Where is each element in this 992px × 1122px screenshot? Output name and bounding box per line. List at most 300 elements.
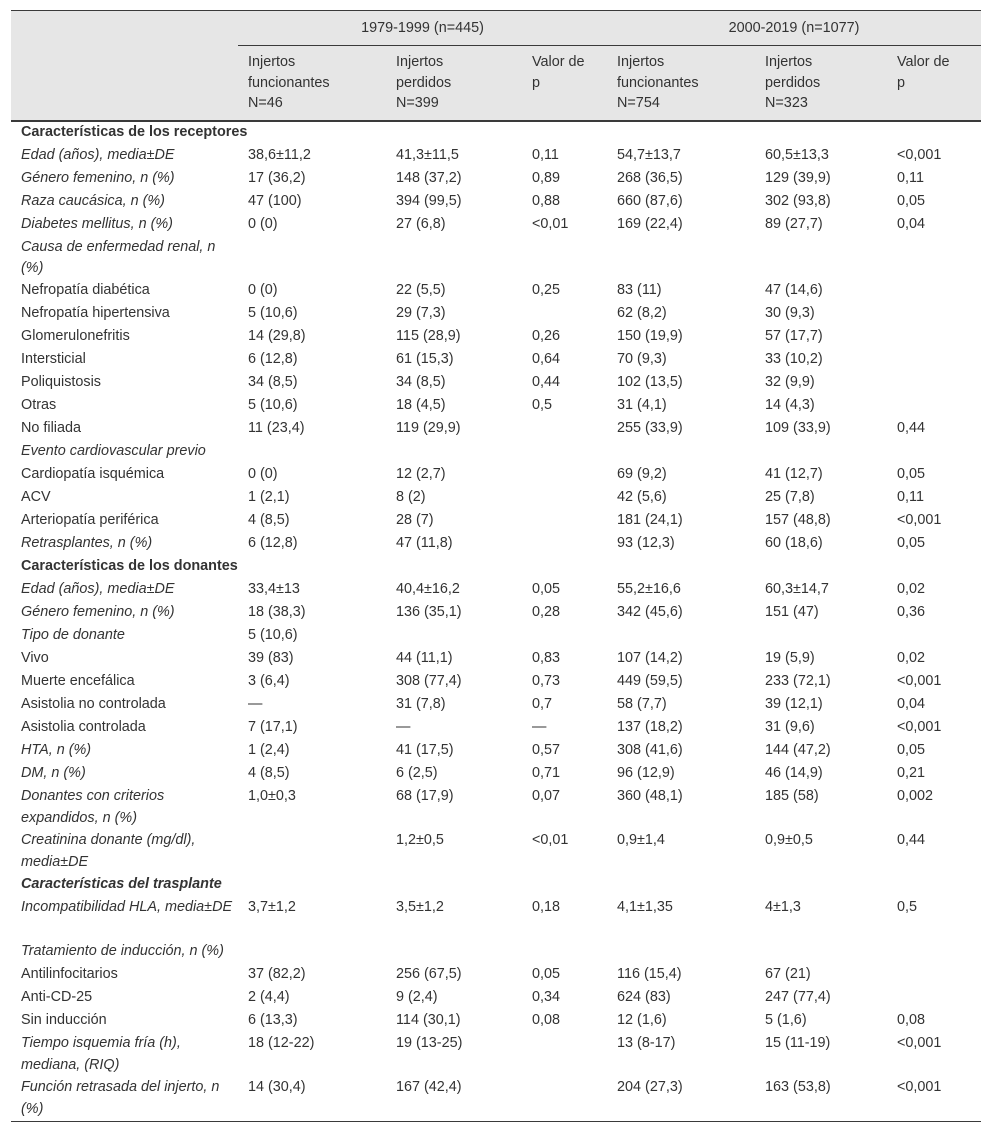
table-cell — [755, 121, 887, 145]
table-row — [11, 830, 981, 874]
table-cell: 0,05 — [897, 742, 926, 759]
table-cell: 19 (5,9) — [765, 650, 815, 667]
data-table — [11, 10, 981, 1122]
table-cell — [522, 941, 607, 964]
table-cell: 0,18 — [532, 899, 561, 916]
table-row — [11, 987, 981, 1010]
table-cell: 19 (13-25) — [396, 1035, 463, 1052]
table-cell — [386, 441, 522, 464]
row-label: Características de los donantes — [21, 558, 238, 575]
table-cell: 33,4±13 — [248, 581, 300, 598]
table-container — [11, 10, 981, 1122]
table-cell: 1 (2,1) — [248, 489, 290, 506]
table-cell: <0,001 — [887, 1077, 981, 1122]
table-row — [11, 625, 981, 648]
row-label: Sin inducción — [21, 1012, 107, 1029]
table-cell — [887, 395, 981, 418]
table-cell — [522, 1033, 607, 1077]
table-cell: — — [532, 719, 547, 736]
table-cell: 0,25 — [532, 282, 561, 299]
table-cell — [522, 1077, 607, 1122]
row-label: Glomerulonefritis — [21, 328, 130, 345]
table-cell: 151 (47) — [765, 604, 819, 621]
table-cell: 0,5 — [532, 397, 553, 414]
table-cell: 0 (0) — [248, 466, 278, 483]
table-cell — [386, 874, 522, 897]
row-label: Creatinina donante (mg/dl), media±DE — [21, 832, 196, 871]
table-cell — [238, 441, 386, 464]
table-cell — [238, 830, 386, 874]
table-cell — [887, 372, 981, 395]
table-cell — [386, 237, 522, 281]
section-row — [11, 121, 981, 145]
table-cell: — — [396, 719, 411, 736]
table-cell: 40,4±16,2 — [396, 581, 460, 598]
table-cell — [755, 874, 887, 897]
table-cell: 148 (37,2) — [396, 169, 462, 186]
table-row — [11, 694, 981, 717]
row-label: Tipo de donante — [21, 627, 125, 644]
table-cell: 0,44 — [532, 374, 561, 391]
table-cell — [887, 280, 981, 303]
table-cell: 0,73 — [532, 673, 561, 690]
table-cell: 54,7±13,7 — [617, 146, 681, 163]
table-cell: 15 (11-19) — [765, 1035, 831, 1052]
subheader-line: perdidos — [765, 74, 821, 91]
group-header-2000-2019 — [607, 11, 981, 46]
table-cell — [607, 625, 755, 648]
row-label: Función retrasada del injerto, n (%) — [11, 1077, 238, 1122]
subheader-row — [11, 46, 981, 121]
table-cell — [887, 121, 981, 145]
table-row — [11, 487, 981, 510]
table-cell — [887, 964, 981, 987]
table-cell: 0 (0) — [248, 215, 278, 232]
group-label: 2000-2019 (n=1077) — [728, 20, 860, 36]
table-cell: 22 (5,5) — [396, 282, 446, 299]
table-row — [11, 941, 981, 964]
table-cell: 46 (14,9) — [765, 765, 823, 782]
table-cell: 6 (12,8) — [248, 535, 298, 552]
table-cell: 256 (67,5) — [396, 966, 462, 983]
subheader-cell — [887, 46, 981, 121]
table-cell — [386, 941, 522, 964]
table-cell: 0,44 — [897, 832, 926, 849]
table-cell: 57 (17,7) — [765, 328, 823, 345]
table-cell: 1 (2,4) — [248, 742, 290, 759]
table-cell: 25 (7,8) — [765, 489, 815, 506]
table-body — [11, 121, 981, 1122]
table-cell: 3 (6,4) — [248, 673, 290, 690]
table-row — [11, 897, 981, 941]
table-cell: 0,7 — [532, 696, 553, 713]
table-cell: 0,11 — [897, 169, 924, 186]
table-cell: 0,04 — [897, 215, 926, 232]
row-label: Género femenino, n (%) — [21, 604, 175, 621]
table-cell: 163 (53,8) — [755, 1077, 887, 1122]
table-cell: 0,002 — [897, 788, 934, 805]
row-label: ACV — [21, 489, 51, 506]
table-cell: 5 (10,6) — [248, 397, 298, 414]
table-cell — [238, 941, 386, 964]
table-cell: 6 (12,8) — [248, 351, 298, 368]
table-row — [11, 786, 981, 830]
subheader-line: N=754 — [617, 95, 660, 111]
table-cell: <0,01 — [532, 832, 569, 849]
table-cell: 44 (11,1) — [396, 650, 453, 667]
table-row — [11, 1033, 981, 1077]
table-row — [11, 602, 981, 625]
table-cell — [755, 237, 887, 281]
row-label: Anti-CD-25 — [21, 989, 93, 1006]
subheader-line: p — [897, 74, 906, 91]
subheader-line: p — [532, 74, 541, 91]
subheader-line: funcionantes — [248, 74, 330, 91]
table-cell: 38,6±11,2 — [248, 146, 311, 163]
table-cell — [522, 121, 607, 145]
table-cell: 0,08 — [897, 1012, 926, 1029]
subheader-cell — [607, 46, 755, 121]
table-cell: 0,04 — [897, 696, 926, 713]
section-row — [11, 874, 981, 897]
table-cell: 12 (1,6) — [617, 1012, 667, 1029]
table-cell: 62 (8,2) — [617, 305, 667, 322]
table-cell: <0,001 — [897, 673, 942, 690]
table-cell: 14 (29,8) — [248, 328, 306, 345]
table-cell: 137 (18,2) — [617, 719, 683, 736]
table-cell: 169 (22,4) — [617, 215, 683, 232]
table-cell: 1,0±0,3 — [248, 788, 296, 805]
table-cell: <0,001 — [897, 512, 942, 529]
table-cell: 41 (12,7) — [765, 466, 823, 483]
table-row — [11, 280, 981, 303]
table-cell: 14 (4,3) — [765, 397, 815, 414]
table-cell: 55,2±16,6 — [617, 581, 681, 598]
table-cell: 0,21 — [897, 765, 926, 782]
table-cell — [238, 556, 386, 579]
table-cell: 150 (19,9) — [617, 328, 683, 345]
table-cell — [755, 556, 887, 579]
table-cell — [522, 418, 607, 441]
table-cell: 0,05 — [897, 535, 926, 552]
table-cell: 1,2±0,5 — [396, 832, 444, 849]
table-cell: 0,83 — [532, 650, 561, 667]
table-cell: 0,71 — [532, 765, 561, 782]
table-cell — [887, 441, 981, 464]
table-cell — [755, 941, 887, 964]
table-cell: 0,05 — [897, 192, 926, 209]
row-label: Causa de enfermedad renal, n (%) — [21, 238, 216, 277]
table-cell: 167 (42,4) — [386, 1077, 522, 1122]
table-row — [11, 579, 981, 602]
table-cell: 157 (48,8) — [765, 512, 831, 529]
table-cell: 68 (17,9) — [396, 788, 454, 805]
row-label: DM, n (%) — [21, 765, 86, 782]
table-cell: 14 (30,4) — [238, 1077, 386, 1122]
table-cell — [887, 349, 981, 372]
row-label: Donantes con criterios expandidos, n (%) — [21, 788, 165, 827]
table-cell — [522, 556, 607, 579]
group-header-1979-1999 — [238, 11, 607, 46]
table-row — [11, 964, 981, 987]
table-row — [11, 191, 981, 214]
row-label: Intersticial — [21, 351, 86, 368]
row-label: Características de los receptores — [21, 123, 248, 140]
row-label: Poliquistosis — [21, 374, 101, 391]
table-cell: 114 (30,1) — [396, 1012, 461, 1029]
table-cell: 27 (6,8) — [396, 215, 446, 232]
table-cell: 47 (11,8) — [396, 535, 453, 552]
table-cell — [887, 625, 981, 648]
table-cell: 18 (38,3) — [248, 604, 306, 621]
table-cell: 247 (77,4) — [765, 989, 831, 1006]
table-cell — [887, 326, 981, 349]
table-cell: 0,44 — [897, 420, 926, 437]
table-cell: 624 (83) — [617, 989, 671, 1006]
table-cell: 0,9±1,4 — [617, 832, 665, 849]
table-cell: 185 (58) — [765, 788, 819, 805]
header-blank-cell — [11, 11, 238, 46]
table-cell: 0 (0) — [248, 282, 278, 299]
table-cell — [887, 874, 981, 897]
table-row — [11, 441, 981, 464]
table-row — [11, 418, 981, 441]
table-row — [11, 648, 981, 671]
table-cell: 31 (4,1) — [617, 397, 667, 414]
table-cell: 11 (23,4) — [248, 420, 305, 437]
row-label: Tratamiento de inducción, n (%) — [21, 943, 224, 960]
table-cell — [522, 510, 607, 533]
table-cell: 47 (14,6) — [765, 282, 823, 299]
table-cell — [522, 487, 607, 510]
row-label: Asistolia controlada — [21, 719, 146, 736]
table-cell: 6 (13,3) — [248, 1012, 298, 1029]
subheader-line: N=399 — [396, 95, 439, 111]
table-cell: 4 (8,5) — [248, 765, 290, 782]
table-cell: 31 (9,6) — [765, 719, 815, 736]
table-cell: 449 (59,5) — [617, 673, 683, 690]
table-cell: 0,5 — [897, 899, 918, 916]
group-header-row — [11, 11, 981, 46]
table-cell: 41,3±11,5 — [396, 146, 459, 163]
header-blank-cell — [11, 46, 238, 121]
table-cell — [887, 941, 981, 964]
table-cell: 0,64 — [532, 351, 561, 368]
row-label: Edad (años), media±DE — [21, 581, 175, 598]
table-cell — [887, 237, 981, 281]
table-cell: 0,05 — [532, 966, 561, 983]
row-label: Asistolia no controlada — [21, 696, 166, 713]
table-cell — [607, 874, 755, 897]
row-label: Arteriopatía periférica — [21, 512, 159, 529]
table-cell: 3,5±1,2 — [396, 899, 444, 916]
table-cell: 17 (36,2) — [248, 169, 306, 186]
table-cell: 8 (2) — [396, 489, 426, 506]
table-cell: 18 (4,5) — [396, 397, 446, 414]
row-label: Retrasplantes, n (%) — [21, 535, 153, 552]
table-cell: <0,001 — [897, 146, 942, 163]
table-cell — [755, 441, 887, 464]
table-cell — [755, 625, 887, 648]
table-cell: 102 (13,5) — [617, 374, 683, 391]
table-row — [11, 237, 981, 281]
subheader-line: Valor de — [897, 54, 950, 70]
table-cell: 34 (8,5) — [396, 374, 446, 391]
table-cell: 41 (17,5) — [396, 742, 454, 759]
table-cell: 342 (45,6) — [617, 604, 683, 621]
table-cell: 4 (8,5) — [248, 512, 290, 529]
table-cell: 0,26 — [532, 328, 561, 345]
table-row — [11, 1077, 981, 1122]
table-cell: 204 (27,3) — [607, 1077, 755, 1122]
table-cell — [522, 303, 607, 326]
table-cell: 660 (87,6) — [617, 192, 683, 209]
table-cell: 47 (100) — [248, 192, 302, 209]
table-cell: 0,9±0,5 — [765, 832, 813, 849]
table-cell — [607, 441, 755, 464]
subheader-line: Valor de — [532, 54, 585, 70]
row-label: Muerte encefálica — [21, 673, 135, 690]
table-cell — [607, 556, 755, 579]
row-label: Tiempo isquemia fría (h), mediana, (RIQ) — [21, 1035, 181, 1074]
section-row — [11, 556, 981, 579]
table-cell — [238, 121, 386, 145]
table-cell: 0,07 — [532, 788, 561, 805]
table-header — [11, 11, 981, 121]
table-row — [11, 763, 981, 786]
subheader-line: Injertos — [396, 54, 444, 70]
table-cell: 9 (2,4) — [396, 989, 438, 1006]
table-cell: 0,11 — [897, 489, 924, 506]
table-cell: 37 (82,2) — [248, 966, 306, 983]
table-cell: 116 (15,4) — [617, 966, 682, 983]
table-cell — [238, 874, 386, 897]
subheader-cell — [522, 46, 607, 121]
table-cell: <0,001 — [897, 1035, 942, 1052]
table-cell: 34 (8,5) — [248, 374, 298, 391]
table-cell: 60,3±14,7 — [765, 581, 829, 598]
table-cell — [887, 303, 981, 326]
row-label: No filiada — [21, 420, 81, 437]
subheader-line: Injertos — [765, 54, 813, 70]
subheader-line: N=46 — [248, 95, 283, 111]
table-row — [11, 145, 981, 168]
table-cell: 7 (17,1) — [248, 719, 298, 736]
table-row — [11, 740, 981, 763]
table-cell: 29 (7,3) — [396, 305, 446, 322]
table-cell: 0,08 — [532, 1012, 561, 1029]
table-cell: 83 (11) — [617, 282, 662, 299]
table-cell: 3,7±1,2 — [248, 899, 296, 916]
table-cell: 60 (18,6) — [765, 535, 823, 552]
table-cell: 33 (10,2) — [765, 351, 823, 368]
table-cell: 0,88 — [532, 192, 561, 209]
table-cell: 67 (21) — [765, 966, 811, 983]
row-label: Nefropatía hipertensiva — [21, 305, 170, 322]
table-cell: 4±1,3 — [765, 899, 801, 916]
subheader-line: perdidos — [396, 74, 452, 91]
table-row — [11, 533, 981, 556]
row-label: Características del trasplante — [21, 876, 222, 893]
table-cell: 255 (33,9) — [617, 420, 683, 437]
table-row — [11, 372, 981, 395]
table-cell: 0,05 — [532, 581, 561, 598]
table-cell: 0,57 — [532, 742, 561, 759]
table-cell: 0,34 — [532, 989, 561, 1006]
table-cell: 5 (10,6) — [248, 305, 298, 322]
table-cell: 69 (9,2) — [617, 466, 667, 483]
table-cell — [386, 556, 522, 579]
table-cell: 0,02 — [897, 650, 926, 667]
table-row — [11, 303, 981, 326]
table-row — [11, 395, 981, 418]
table-cell: 89 (27,7) — [765, 215, 823, 232]
table-cell: 12 (2,7) — [396, 466, 446, 483]
row-label: HTA, n (%) — [21, 742, 92, 759]
table-cell: 70 (9,3) — [617, 351, 667, 368]
row-label: Edad (años), media±DE — [21, 146, 175, 163]
table-cell — [386, 625, 522, 648]
table-cell: 115 (28,9) — [396, 328, 461, 345]
subheader-cell — [386, 46, 522, 121]
row-label: Incompatibilidad HLA, media±DE — [21, 899, 233, 916]
table-cell: 0,36 — [897, 604, 926, 621]
table-cell: 0,89 — [532, 169, 561, 186]
subheader-cell — [755, 46, 887, 121]
table-cell: 144 (47,2) — [765, 742, 831, 759]
row-label: Otras — [21, 397, 57, 414]
table-cell: 58 (7,7) — [617, 696, 667, 713]
table-cell: 302 (93,8) — [765, 192, 831, 209]
table-cell — [238, 237, 386, 281]
table-cell: 360 (48,1) — [617, 788, 683, 805]
row-label: Raza caucásica, n (%) — [21, 192, 165, 209]
table-row — [11, 326, 981, 349]
table-cell: 129 (39,9) — [765, 169, 831, 186]
table-cell: 109 (33,9) — [765, 420, 831, 437]
table-cell: 96 (12,9) — [617, 765, 675, 782]
table-cell: 42 (5,6) — [617, 489, 667, 506]
table-row — [11, 1010, 981, 1033]
row-label: Cardiopatía isquémica — [21, 466, 165, 483]
table-cell: 61 (15,3) — [396, 351, 454, 368]
table-cell: 13 (8-17) — [617, 1035, 676, 1052]
table-cell: 2 (4,4) — [248, 989, 290, 1006]
table-row — [11, 464, 981, 487]
row-label: Evento cardiovascular previo — [21, 443, 206, 460]
table-cell: 31 (7,8) — [396, 696, 446, 713]
table-cell: 4,1±1,35 — [617, 899, 673, 916]
table-cell: 5 (1,6) — [765, 1012, 807, 1029]
table-cell: 18 (12-22) — [248, 1035, 315, 1052]
table-cell: 5 (10,6) — [248, 627, 298, 644]
table-cell — [887, 987, 981, 1010]
table-cell: 394 (99,5) — [396, 192, 462, 209]
table-cell: 119 (29,9) — [396, 420, 461, 437]
table-row — [11, 214, 981, 237]
subheader-line: Injertos — [617, 54, 665, 70]
table-cell: 233 (72,1) — [765, 673, 831, 690]
table-row — [11, 510, 981, 533]
table-cell: 0,11 — [532, 146, 559, 163]
table-cell: 0,28 — [532, 604, 561, 621]
table-cell — [607, 237, 755, 281]
row-label: Vivo — [21, 650, 49, 667]
table-cell — [887, 556, 981, 579]
table-cell: 32 (9,9) — [765, 374, 815, 391]
table-cell — [607, 121, 755, 145]
table-cell: 181 (24,1) — [617, 512, 683, 529]
